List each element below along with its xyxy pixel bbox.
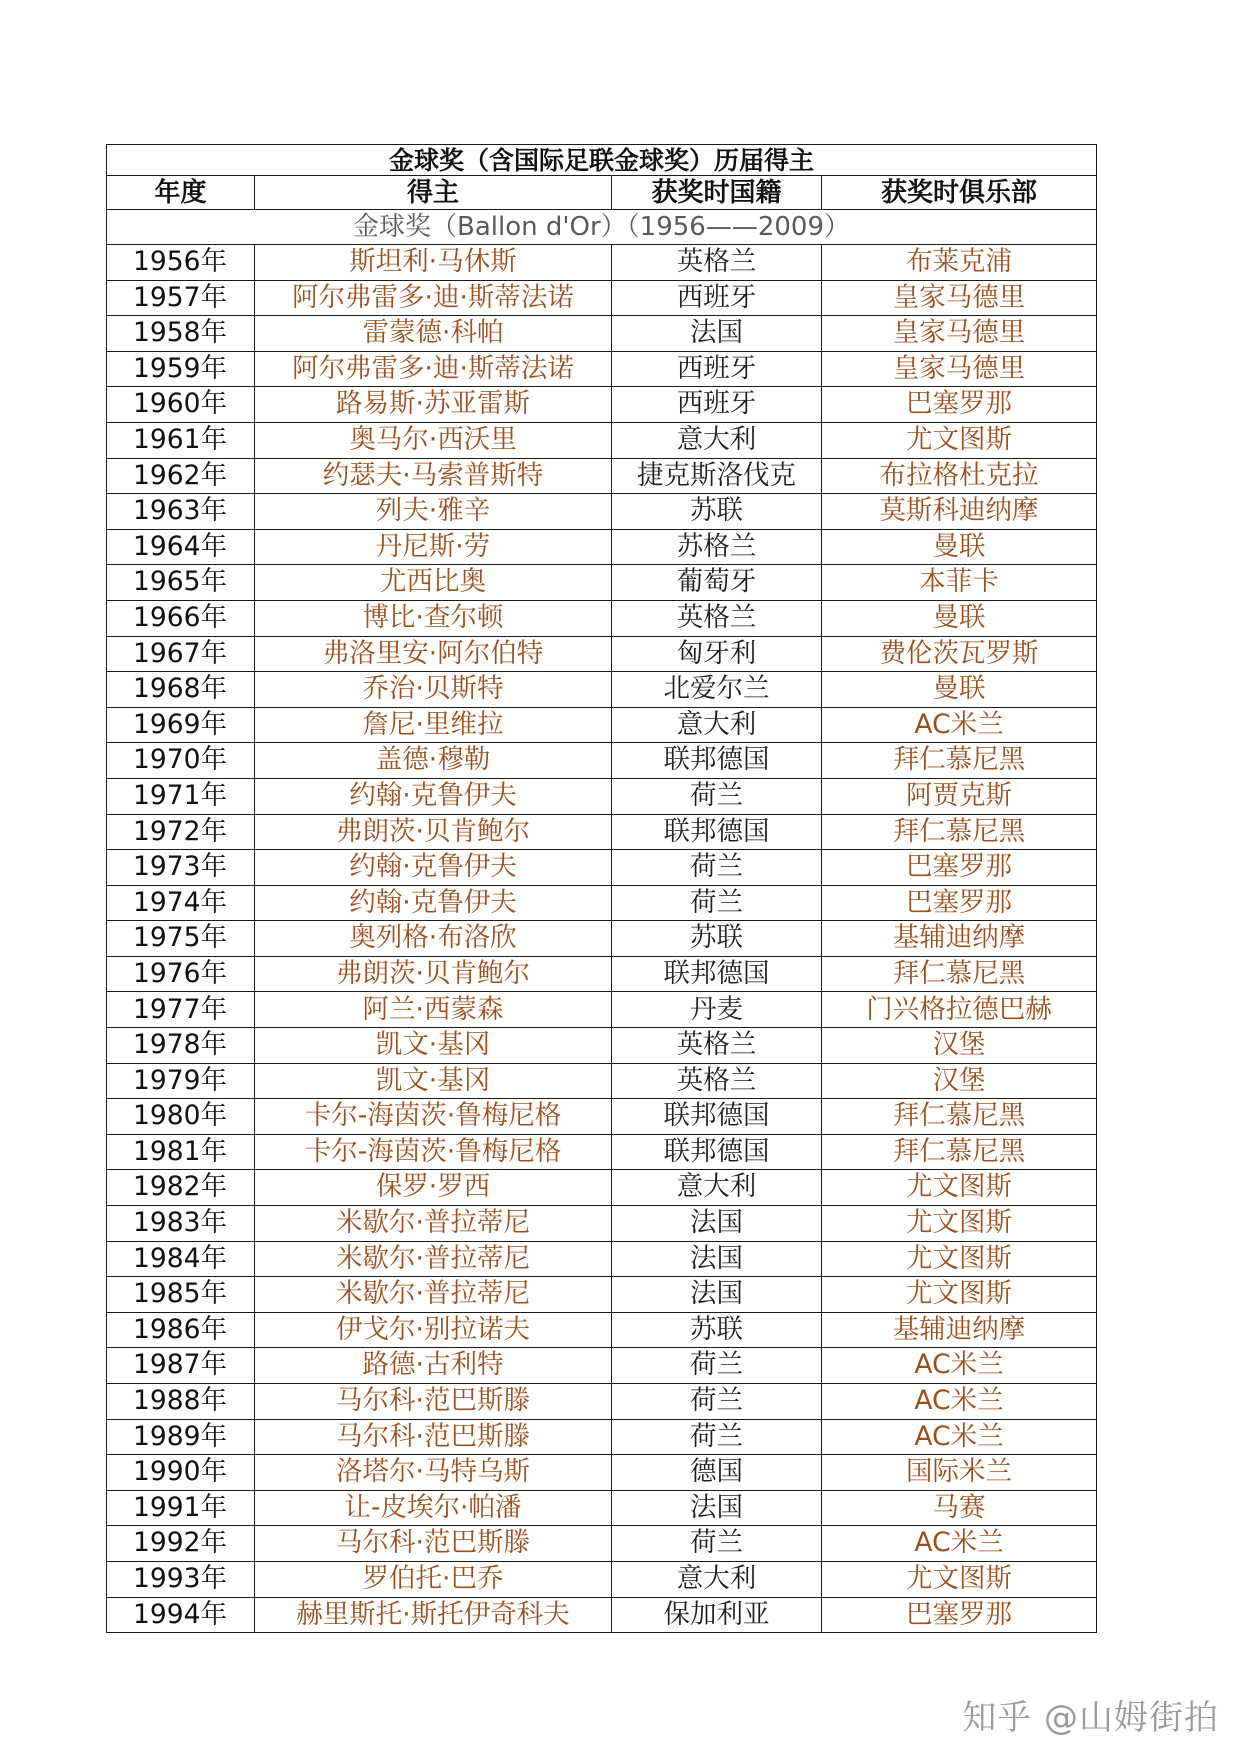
cell-winner: 米歇尔·普拉蒂尼 <box>255 1206 612 1242</box>
cell-year: 1993年 <box>107 1561 255 1597</box>
cell-club: 马赛 <box>822 1490 1097 1526</box>
table-row <box>107 529 1097 565</box>
cell-club: 尤文图斯 <box>822 1170 1097 1206</box>
cell-year: 1982年 <box>107 1170 255 1206</box>
cell-nationality: 保加利亚 <box>612 1597 822 1633</box>
cell-year: 1963年 <box>107 494 255 530</box>
cell-nationality: 德国 <box>612 1455 822 1491</box>
cell-nationality: 法国 <box>612 1241 822 1277</box>
cell-winner: 保罗·罗西 <box>255 1170 612 1206</box>
cell-nationality: 苏联 <box>612 1312 822 1348</box>
cell-year: 1989年 <box>107 1419 255 1455</box>
cell-winner: 让-皮埃尔·帕潘 <box>255 1490 612 1526</box>
cell-club: 巴塞罗那 <box>822 387 1097 423</box>
cell-year: 1968年 <box>107 672 255 708</box>
cell-year: 1977年 <box>107 992 255 1028</box>
cell-club: 尤文图斯 <box>822 1241 1097 1277</box>
cell-nationality: 葡萄牙 <box>612 565 822 601</box>
cell-nationality: 西班牙 <box>612 280 822 316</box>
cell-winner: 弗洛里安·阿尔伯特 <box>255 636 612 672</box>
cell-winner: 马尔科·范巴斯滕 <box>255 1526 612 1562</box>
cell-winner: 卡尔-海茵茨·鲁梅尼格 <box>255 1134 612 1170</box>
cell-year: 1958年 <box>107 316 255 352</box>
cell-year: 1967年 <box>107 636 255 672</box>
cell-club: 曼联 <box>822 672 1097 708</box>
table-title-row <box>107 145 1097 176</box>
cell-nationality: 法国 <box>612 1277 822 1313</box>
table-row <box>107 956 1097 992</box>
cell-club: 巴塞罗那 <box>822 1597 1097 1633</box>
cell-club: 基辅迪纳摩 <box>822 1312 1097 1348</box>
section-label: 金球奖（Ballon d'Or）（1956——2009） <box>107 210 1097 245</box>
cell-club: 费伦茨瓦罗斯 <box>822 636 1097 672</box>
cell-club: 拜仁慕尼黑 <box>822 956 1097 992</box>
cell-club: 布莱克浦 <box>822 245 1097 281</box>
cell-year: 1994年 <box>107 1597 255 1633</box>
table-title: 金球奖（含国际足联金球奖）历届得主 <box>107 145 1097 176</box>
cell-year: 1990年 <box>107 1455 255 1491</box>
cell-club: 基辅迪纳摩 <box>822 921 1097 957</box>
cell-nationality: 匈牙利 <box>612 636 822 672</box>
table-row <box>107 1490 1097 1526</box>
table-row <box>107 280 1097 316</box>
column-header-club: 获奖时俱乐部 <box>822 176 1097 210</box>
table-row <box>107 1099 1097 1135</box>
cell-nationality: 苏格兰 <box>612 529 822 565</box>
cell-winner: 凯文·基冈 <box>255 1028 612 1064</box>
cell-winner: 洛塔尔·马特乌斯 <box>255 1455 612 1491</box>
cell-winner: 弗朗茨·贝肯鲍尔 <box>255 956 612 992</box>
cell-year: 1978年 <box>107 1028 255 1064</box>
cell-club: 布拉格杜克拉 <box>822 458 1097 494</box>
table-row <box>107 1134 1097 1170</box>
cell-nationality: 英格兰 <box>612 1028 822 1064</box>
cell-nationality: 荷兰 <box>612 1348 822 1384</box>
table-row <box>107 850 1097 886</box>
table-row <box>107 707 1097 743</box>
cell-year: 1972年 <box>107 814 255 850</box>
cell-winner: 阿尔弗雷多·迪·斯蒂法诺 <box>255 351 612 387</box>
cell-year: 1973年 <box>107 850 255 886</box>
cell-year: 1970年 <box>107 743 255 779</box>
cell-winner: 阿尔弗雷多·迪·斯蒂法诺 <box>255 280 612 316</box>
cell-nationality: 联邦德国 <box>612 743 822 779</box>
cell-nationality: 荷兰 <box>612 1384 822 1420</box>
cell-winner: 阿兰·西蒙森 <box>255 992 612 1028</box>
cell-club: 汉堡 <box>822 1063 1097 1099</box>
cell-winner: 奥列格·布洛欣 <box>255 921 612 957</box>
cell-winner: 马尔科·范巴斯滕 <box>255 1384 612 1420</box>
cell-winner: 罗伯托·巴乔 <box>255 1561 612 1597</box>
cell-nationality: 捷克斯洛伐克 <box>612 458 822 494</box>
table-row <box>107 1206 1097 1242</box>
cell-winner: 尤西比奥 <box>255 565 612 601</box>
table-row <box>107 494 1097 530</box>
table-row <box>107 245 1097 281</box>
cell-year: 1983年 <box>107 1206 255 1242</box>
table-row <box>107 387 1097 423</box>
cell-nationality: 丹麦 <box>612 992 822 1028</box>
cell-club: 皇家马德里 <box>822 351 1097 387</box>
table-row <box>107 814 1097 850</box>
cell-club: 门兴格拉德巴赫 <box>822 992 1097 1028</box>
cell-year: 1957年 <box>107 280 255 316</box>
table-row <box>107 885 1097 921</box>
cell-year: 1988年 <box>107 1384 255 1420</box>
cell-club: 巴塞罗那 <box>822 850 1097 886</box>
cell-winner: 约瑟夫·马索普斯特 <box>255 458 612 494</box>
cell-winner: 盖德·穆勒 <box>255 743 612 779</box>
ballon-dor-winners-table <box>106 144 1097 1633</box>
table-row <box>107 1241 1097 1277</box>
table-row <box>107 1561 1097 1597</box>
table-row <box>107 672 1097 708</box>
table-body <box>107 145 1097 1633</box>
cell-winner: 詹尼·里维拉 <box>255 707 612 743</box>
cell-club: 拜仁慕尼黑 <box>822 1134 1097 1170</box>
cell-nationality: 英格兰 <box>612 245 822 281</box>
cell-year: 1987年 <box>107 1348 255 1384</box>
cell-club: AC米兰 <box>822 707 1097 743</box>
table-row <box>107 422 1097 458</box>
cell-nationality: 联邦德国 <box>612 814 822 850</box>
cell-nationality: 意大利 <box>612 422 822 458</box>
cell-nationality: 苏联 <box>612 494 822 530</box>
table-row <box>107 1348 1097 1384</box>
cell-club: 巴塞罗那 <box>822 885 1097 921</box>
section-row <box>107 210 1097 245</box>
cell-nationality: 西班牙 <box>612 387 822 423</box>
cell-nationality: 英格兰 <box>612 1063 822 1099</box>
cell-year: 1991年 <box>107 1490 255 1526</box>
cell-year: 1971年 <box>107 778 255 814</box>
cell-winner: 奥马尔·西沃里 <box>255 422 612 458</box>
cell-year: 1956年 <box>107 245 255 281</box>
cell-club: 拜仁慕尼黑 <box>822 814 1097 850</box>
cell-club: 拜仁慕尼黑 <box>822 1099 1097 1135</box>
table-row <box>107 778 1097 814</box>
cell-club: 尤文图斯 <box>822 1561 1097 1597</box>
table-row <box>107 1419 1097 1455</box>
watermark-text: 知乎 @山姆街拍 <box>962 1698 1219 1738</box>
table-row <box>107 351 1097 387</box>
cell-nationality: 意大利 <box>612 707 822 743</box>
cell-year: 1976年 <box>107 956 255 992</box>
cell-winner: 路易斯·苏亚雷斯 <box>255 387 612 423</box>
cell-winner: 凯文·基冈 <box>255 1063 612 1099</box>
cell-club: 曼联 <box>822 600 1097 636</box>
cell-winner: 博比·查尔顿 <box>255 600 612 636</box>
cell-club: 尤文图斯 <box>822 1206 1097 1242</box>
cell-club: AC米兰 <box>822 1419 1097 1455</box>
table-row <box>107 458 1097 494</box>
cell-year: 1981年 <box>107 1134 255 1170</box>
cell-nationality: 西班牙 <box>612 351 822 387</box>
cell-nationality: 荷兰 <box>612 778 822 814</box>
cell-winner: 乔治·贝斯特 <box>255 672 612 708</box>
cell-club: AC米兰 <box>822 1348 1097 1384</box>
cell-winner: 约翰·克鲁伊夫 <box>255 850 612 886</box>
cell-nationality: 荷兰 <box>612 1526 822 1562</box>
cell-nationality: 联邦德国 <box>612 1134 822 1170</box>
cell-nationality: 联邦德国 <box>612 1099 822 1135</box>
column-header-winner: 得主 <box>255 176 612 210</box>
table-row <box>107 921 1097 957</box>
table-header-row <box>107 176 1097 210</box>
cell-club: 尤文图斯 <box>822 422 1097 458</box>
cell-year: 1964年 <box>107 529 255 565</box>
cell-winner: 米歇尔·普拉蒂尼 <box>255 1277 612 1313</box>
cell-year: 1980年 <box>107 1099 255 1135</box>
table-row <box>107 743 1097 779</box>
cell-winner: 雷蒙德·科帕 <box>255 316 612 352</box>
cell-club: 曼联 <box>822 529 1097 565</box>
table-row <box>107 636 1097 672</box>
cell-winner: 斯坦利·马休斯 <box>255 245 612 281</box>
cell-club: AC米兰 <box>822 1526 1097 1562</box>
cell-winner: 米歇尔·普拉蒂尼 <box>255 1241 612 1277</box>
cell-year: 1992年 <box>107 1526 255 1562</box>
cell-club: 莫斯科迪纳摩 <box>822 494 1097 530</box>
cell-club: 本菲卡 <box>822 565 1097 601</box>
cell-nationality: 苏联 <box>612 921 822 957</box>
cell-year: 1984年 <box>107 1241 255 1277</box>
cell-club: 国际米兰 <box>822 1455 1097 1491</box>
table-row <box>107 565 1097 601</box>
table-row <box>107 1384 1097 1420</box>
cell-club: 皇家马德里 <box>822 316 1097 352</box>
cell-nationality: 荷兰 <box>612 1419 822 1455</box>
cell-club: 拜仁慕尼黑 <box>822 743 1097 779</box>
cell-club: AC米兰 <box>822 1384 1097 1420</box>
cell-nationality: 法国 <box>612 1206 822 1242</box>
table-row <box>107 316 1097 352</box>
table-row <box>107 600 1097 636</box>
cell-winner: 丹尼斯·劳 <box>255 529 612 565</box>
cell-winner: 约翰·克鲁伊夫 <box>255 778 612 814</box>
cell-winner: 马尔科·范巴斯滕 <box>255 1419 612 1455</box>
cell-nationality: 法国 <box>612 316 822 352</box>
cell-nationality: 法国 <box>612 1490 822 1526</box>
cell-year: 1975年 <box>107 921 255 957</box>
cell-club: 汉堡 <box>822 1028 1097 1064</box>
cell-nationality: 意大利 <box>612 1561 822 1597</box>
cell-year: 1974年 <box>107 885 255 921</box>
table-row <box>107 1526 1097 1562</box>
cell-winner: 赫里斯托·斯托伊奇科夫 <box>255 1597 612 1633</box>
cell-club: 阿贾克斯 <box>822 778 1097 814</box>
table-row <box>107 1597 1097 1633</box>
cell-year: 1962年 <box>107 458 255 494</box>
cell-winner: 卡尔-海茵茨·鲁梅尼格 <box>255 1099 612 1135</box>
cell-year: 1969年 <box>107 707 255 743</box>
cell-winner: 约翰·克鲁伊夫 <box>255 885 612 921</box>
cell-year: 1985年 <box>107 1277 255 1313</box>
cell-year: 1959年 <box>107 351 255 387</box>
cell-winner: 路德·古利特 <box>255 1348 612 1384</box>
cell-club: 皇家马德里 <box>822 280 1097 316</box>
cell-nationality: 荷兰 <box>612 850 822 886</box>
column-header-year: 年度 <box>107 176 255 210</box>
cell-nationality: 北爱尔兰 <box>612 672 822 708</box>
table-row <box>107 1455 1097 1491</box>
cell-nationality: 英格兰 <box>612 600 822 636</box>
cell-year: 1966年 <box>107 600 255 636</box>
cell-winner: 列夫·雅辛 <box>255 494 612 530</box>
cell-winner: 伊戈尔·别拉诺夫 <box>255 1312 612 1348</box>
cell-year: 1986年 <box>107 1312 255 1348</box>
table-row <box>107 1028 1097 1064</box>
column-header-nationality: 获奖时国籍 <box>612 176 822 210</box>
cell-club: 尤文图斯 <box>822 1277 1097 1313</box>
cell-nationality: 意大利 <box>612 1170 822 1206</box>
table-row <box>107 1312 1097 1348</box>
table-row <box>107 1063 1097 1099</box>
cell-year: 1961年 <box>107 422 255 458</box>
table-row <box>107 1170 1097 1206</box>
cell-year: 1960年 <box>107 387 255 423</box>
table-row <box>107 992 1097 1028</box>
table-row <box>107 1277 1097 1313</box>
cell-nationality: 荷兰 <box>612 885 822 921</box>
cell-winner: 弗朗茨·贝肯鲍尔 <box>255 814 612 850</box>
cell-year: 1979年 <box>107 1063 255 1099</box>
cell-nationality: 联邦德国 <box>612 956 822 992</box>
cell-year: 1965年 <box>107 565 255 601</box>
